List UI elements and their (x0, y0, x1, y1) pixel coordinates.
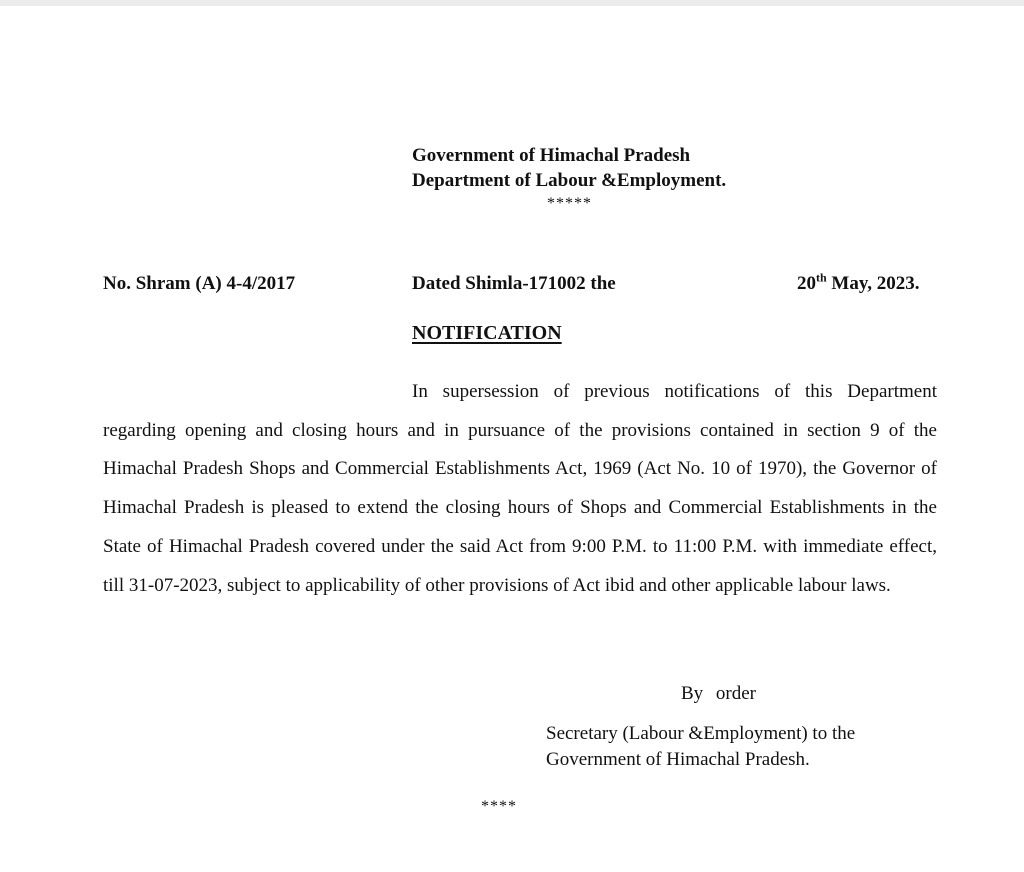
letterhead (412, 143, 726, 193)
dated-place: Dated Shimla-171002 the (412, 273, 616, 294)
date-ordinal-suffix: th (816, 270, 827, 285)
signatory-block (546, 721, 855, 773)
notification-date (797, 271, 920, 296)
by-order-text: By order (681, 683, 757, 704)
reference-number: No. Shram (A) 4-4/2017 (103, 273, 296, 294)
signatory-designation-line2: Government of Himachal Pradesh. (546, 749, 810, 770)
department-name: Department of Labour &Employment. (412, 170, 727, 191)
footer-separator: **** (481, 798, 517, 815)
header-separator: ***** (547, 195, 592, 212)
government-name: Government of Himachal Pradesh (412, 145, 691, 166)
notification-body: In supersession of previous notifications of this Department regarding opening and closing hours and in pursuance of the provisions contained in section 9 of the Himachal Pradesh Shops and Commercial Establishments Act, 1969 (Act No. 10 of 1970), the Governor of Himachal Pradesh is pleased to extend the closing hours of Shops and Commercial Establishments in the State of Himachal Pradesh covered under the said Act from 9:00 P.M. to 11:00 P.M. with immediate effect, till 31-07-2023, subject to applicability of other provisions of Act ibid and other applicable labour laws. (103, 381, 937, 596)
date-month-year: May, 2023. (826, 273, 920, 294)
date-day: 20 (797, 273, 816, 294)
notification-title: NOTIFICATION (412, 322, 562, 344)
top-border-strip (0, 0, 1024, 6)
signatory-designation-line1: Secretary (Labour &Employment) to the (546, 723, 856, 744)
